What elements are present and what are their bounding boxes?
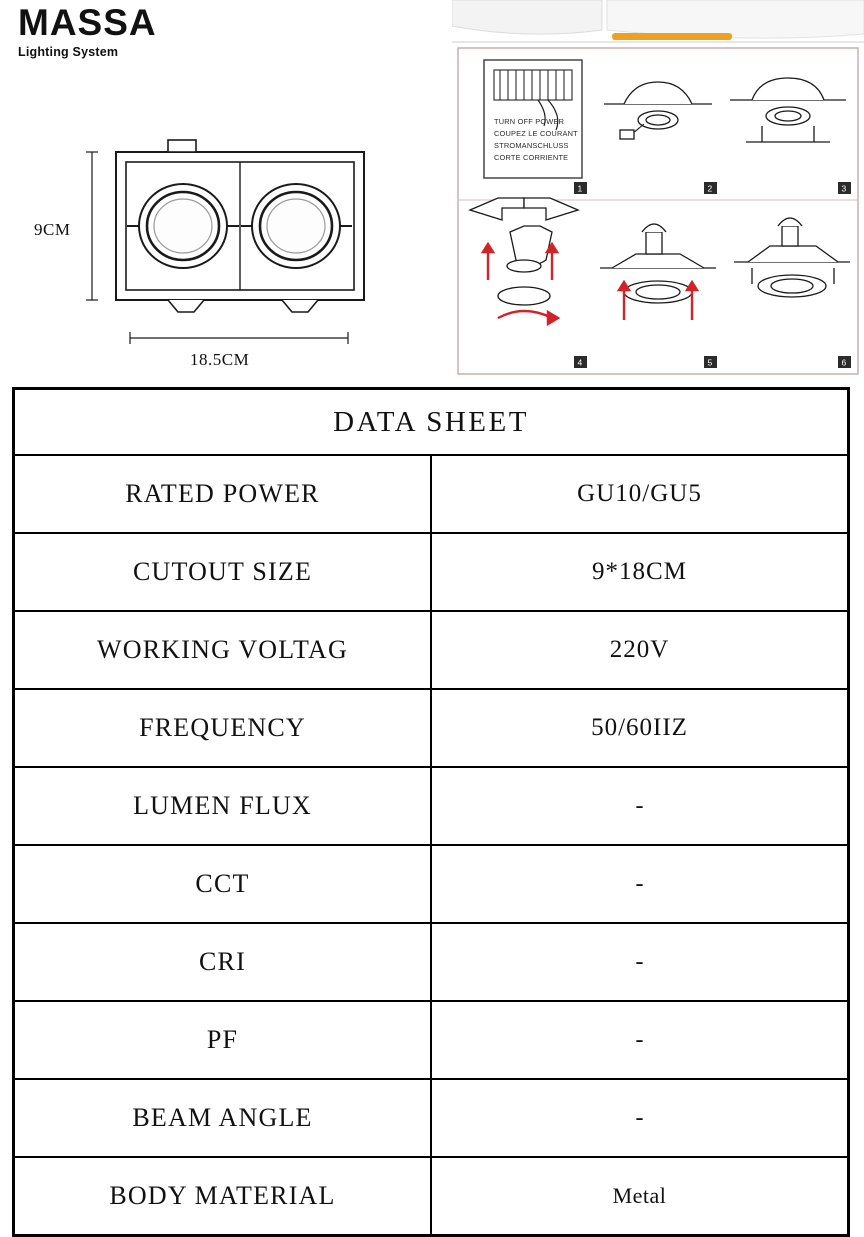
- height-dimension-label: 9CM: [34, 220, 71, 239]
- table-row: [14, 845, 849, 923]
- svg-text:2: 2: [707, 183, 713, 194]
- svg-text:4: 4: [577, 357, 583, 368]
- data-sheet-table: [12, 387, 850, 1237]
- installation-diagram-svg: [452, 0, 864, 380]
- spec-key-cct: CCT: [14, 845, 432, 923]
- data-sheet-title: DATA SHEET: [14, 389, 849, 456]
- width-dimension-label: 18.5CM: [190, 350, 250, 369]
- brand-name: MASSA: [18, 2, 157, 43]
- spec-value-frequency: 50/60IIZ: [431, 689, 849, 767]
- svg-text:STROMANSCHLUSS: STROMANSCHLUSS: [494, 141, 569, 150]
- table-row: [14, 533, 849, 611]
- table-row: [14, 611, 849, 689]
- table-row: [14, 689, 849, 767]
- table-row: [14, 1079, 849, 1157]
- spec-value-body-material: Metal: [431, 1157, 849, 1236]
- spec-key-beam-angle: BEAM ANGLE: [14, 1079, 432, 1157]
- spec-value-beam-angle: -: [431, 1079, 849, 1157]
- spec-key-cri: CRI: [14, 923, 432, 1001]
- table-row: [14, 767, 849, 845]
- dimension-drawing-svg: [0, 110, 450, 380]
- table-row: [14, 923, 849, 1001]
- table-title-row: [14, 389, 849, 456]
- svg-text:COUPEZ LE COURANT: COUPEZ LE COURANT: [494, 129, 578, 138]
- table-row: [14, 455, 849, 533]
- brand-logo: [18, 4, 258, 59]
- spec-key-cutout-size: CUTOUT SIZE: [14, 533, 432, 611]
- table-row: [14, 1001, 849, 1079]
- spec-value-rated-power: GU10/GU5: [431, 455, 849, 533]
- spec-value-pf: -: [431, 1001, 849, 1079]
- installation-diagram: [452, 0, 864, 380]
- svg-text:CORTE CORRIENTE: CORTE CORRIENTE: [494, 153, 569, 162]
- spec-key-body-material: BODY MATERIAL: [14, 1157, 432, 1236]
- svg-text:5: 5: [707, 357, 713, 368]
- spec-key-lumen-flux: LUMEN FLUX: [14, 767, 432, 845]
- svg-text:6: 6: [841, 357, 847, 368]
- spec-value-lumen-flux: -: [431, 767, 849, 845]
- product-dimension-drawing: [0, 110, 450, 380]
- svg-text:3: 3: [841, 183, 847, 194]
- spec-value-cutout-size: 9*18CM: [431, 533, 849, 611]
- spec-key-frequency: FREQUENCY: [14, 689, 432, 767]
- spec-value-cri: -: [431, 923, 849, 1001]
- spec-key-rated-power: RATED POWER: [14, 455, 432, 533]
- svg-text:1: 1: [577, 183, 583, 194]
- table-row: [14, 1157, 849, 1236]
- spec-value-cct: -: [431, 845, 849, 923]
- spec-value-working-voltag: 220V: [431, 611, 849, 689]
- spec-key-pf: PF: [14, 1001, 432, 1079]
- spec-key-working-voltag: WORKING VOLTAG: [14, 611, 432, 689]
- svg-text:TURN OFF POWER: TURN OFF POWER: [494, 117, 565, 126]
- brand-tagline: Lighting System: [18, 44, 119, 59]
